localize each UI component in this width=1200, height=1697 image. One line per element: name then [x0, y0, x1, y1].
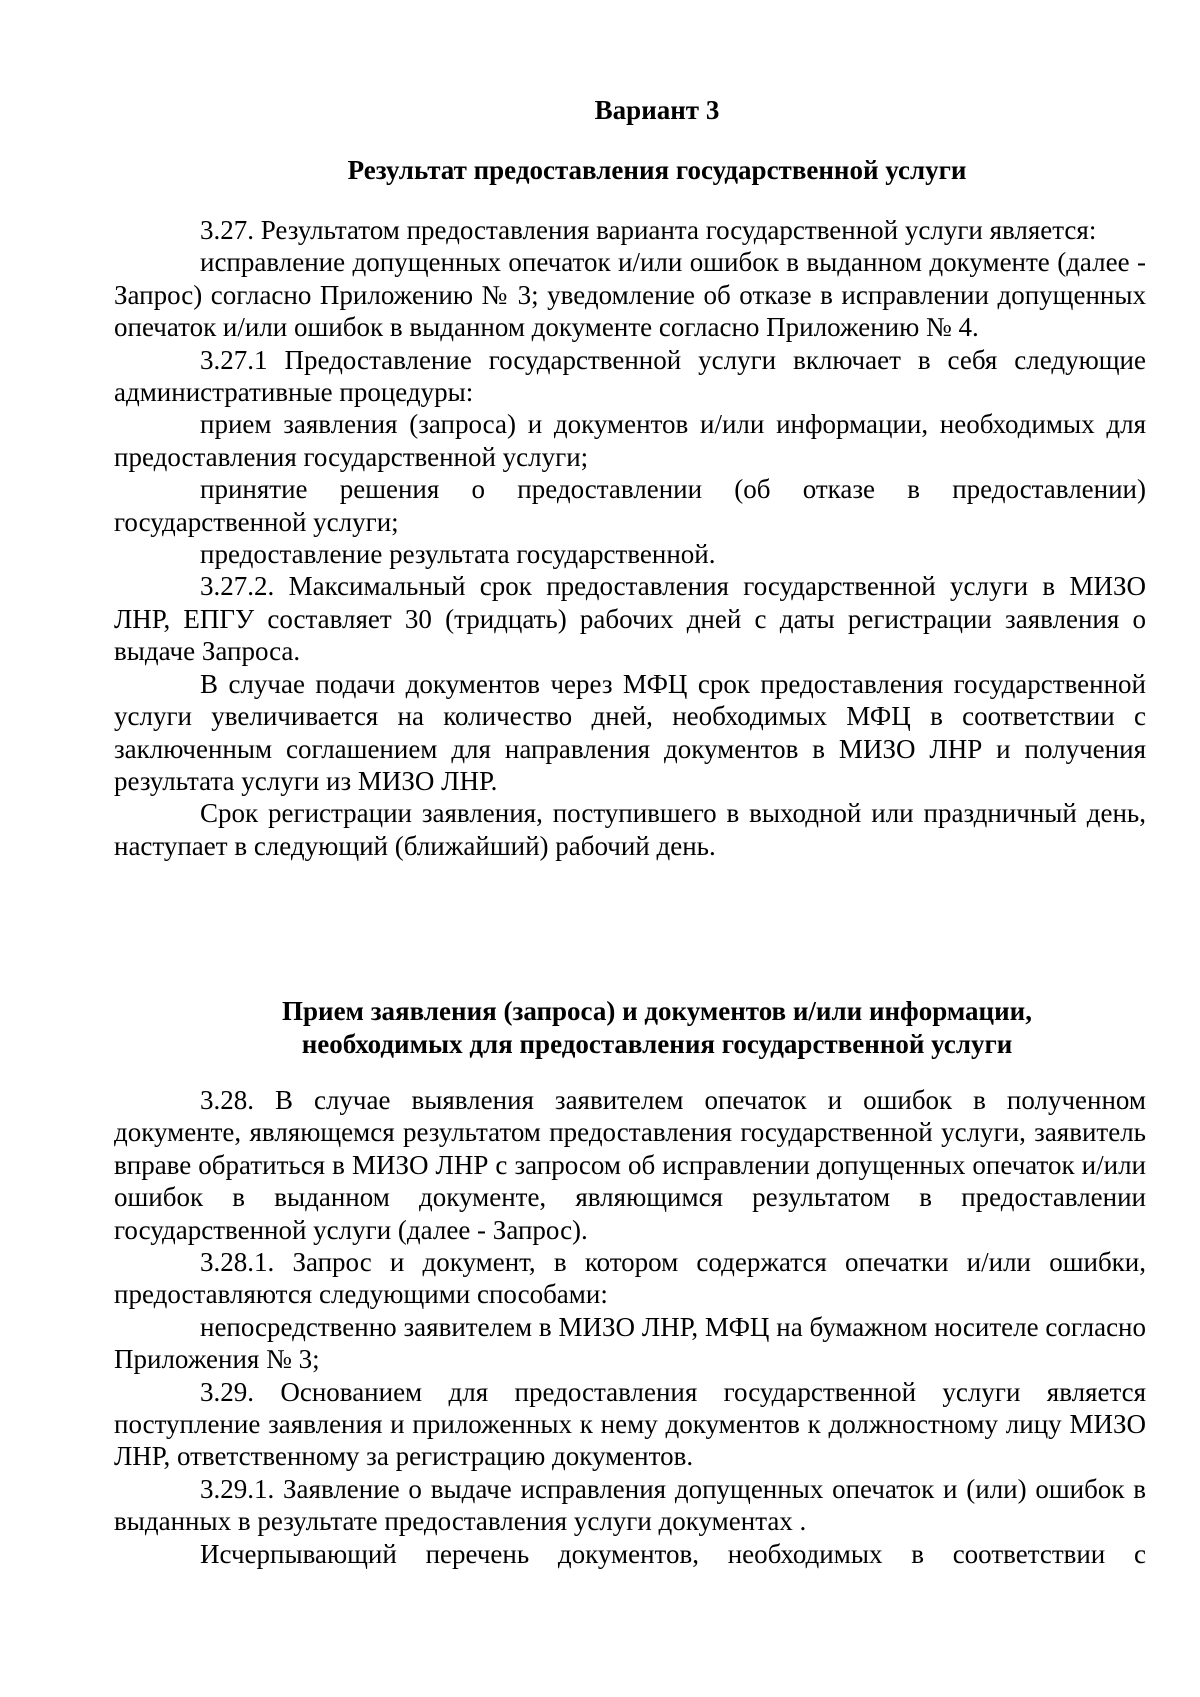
paragraph: 3.29.1. Заявление о выдаче исправления допущенных опечаток и (или) ошибок в выданных в результате предоставления услуги документах .	[114, 1473, 1146, 1537]
paragraph: непосредственно заявителем в МИЗО ЛНР, МФЦ на бумажном носителе согласно Приложения № 3;	[114, 1311, 1146, 1375]
paragraph: 3.27.2. Максимальный срок предоставления государственной услуги в МИЗО ЛНР, ЕПГУ составляет 30 (тридцать) рабочих дней с даты регистрации заявления о выдаче Запроса.	[114, 571, 1146, 667]
section-title-reception-line2: необходимых для предоставления государственной услуги	[301, 1029, 1013, 1059]
paragraph: 3.27.1 Предоставление государственной услуги включает в себя следующие административные процедуры:	[114, 344, 1146, 408]
paragraph: 3.27. Результатом предоставления варианта государственной услуги является:	[200, 215, 1097, 245]
paragraph: Срок регистрации заявления, поступившего в выходной или праздничный день, наступает в следующий (ближайший) рабочий день.	[114, 798, 1146, 861]
paragraph: Исчерпывающий перечень документов, необходимых в соответствии с	[200, 1538, 1146, 1569]
section-result-body	[114, 214, 1146, 862]
paragraph: прием заявления (запроса) и документов и/или информации, необходимых для предоставления государственной услуги;	[114, 409, 1146, 472]
paragraph: принятие решения о предоставлении (об отказе в предоставлении) государственной услуги;	[114, 474, 1146, 537]
section-title-result: Результат предоставления государственной услуги	[347, 155, 967, 185]
section-title-reception-line1: Прием заявления (запроса) и документов и/или информации,	[282, 996, 1032, 1026]
paragraph: исправление допущенных опечаток и/или ошибок в выданном документе (далее - Запрос) согласно Приложению № 3; уведомление об отказе в исправлении допущенных опечаток и/или ошибок в выданном документе согласно Приложению № 4.	[114, 247, 1146, 343]
paragraph: 3.29. Основанием для предоставления государственной услуги является поступление заявления и приложенных к нему документов к должностному лицу МИЗО ЛНР, ответственному за регистрацию документов.	[114, 1376, 1146, 1472]
variant-title: Вариант 3	[594, 95, 720, 125]
paragraph: 3.28. В случае выявления заявителем опечаток и ошибок в полученном документе, являющемся результатом предоставления государственной услуги, заявитель вправе обратиться в МИЗО ЛНР с запросом об исправлении допущенных опечаток и/или ошибок в выданном документе, являющимся результатом в предоставлении государственной услуги (далее - Запрос).	[114, 1085, 1146, 1245]
paragraph: В случае подачи документов через МФЦ срок предоставления государственной услуги увеличивается на количество дней, необходимых МФЦ в соответствии с заключенным соглашением для направления документов в МИЗО ЛНР и получения результата услуги из МИЗО ЛНР.	[114, 668, 1146, 796]
paragraph: предоставление результата государственной.	[200, 539, 716, 570]
paragraph: 3.28.1. Запрос и документ, в котором содержатся опечатки и/или ошибки, предоставляются следующими способами:	[114, 1247, 1146, 1310]
section-reception-body	[114, 1084, 1146, 1570]
